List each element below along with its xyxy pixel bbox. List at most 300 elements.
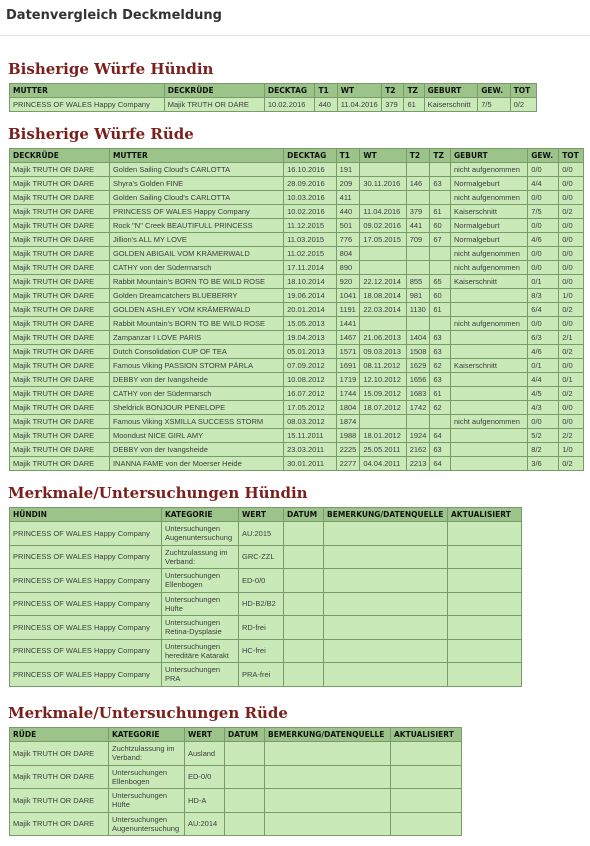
table-cell: Majik TRUTH OR DARE (10, 359, 110, 373)
table-cell: Untersuchungen Ellenbogen (162, 569, 239, 593)
table-cell: 0/1 (528, 359, 559, 373)
table-cell: 1683 (406, 387, 430, 401)
table-cell: Majik TRUTH OR DARE (10, 191, 110, 205)
table-cell: 63 (430, 177, 451, 191)
table-cell: 15.09.2012 (360, 387, 406, 401)
table-cell: 146 (406, 177, 430, 191)
table-cell (430, 247, 451, 261)
table-cell: CATHY von der Südermarsch (109, 261, 283, 275)
table-cell (391, 812, 462, 836)
table-cell: 22.12.2014 (360, 275, 406, 289)
table-row (10, 177, 584, 191)
page-title: Datenvergleich Deckmeldung (6, 8, 222, 23)
column-header: GEW. (528, 149, 559, 163)
table-cell: 0/0 (559, 219, 584, 233)
table-cell: 08.03.2012 (284, 415, 337, 429)
section-title-merkmale-ruede: Merkmale/Untersuchungen Rüde (8, 704, 288, 722)
table-row (10, 639, 522, 663)
table-cell (448, 545, 522, 569)
table-cell: Majik TRUTH OR DARE (10, 163, 110, 177)
table-cell: PRINCESS OF WALES Happy Company (10, 616, 162, 640)
table-row (10, 663, 522, 687)
table-row (10, 443, 584, 457)
table-cell: 19.06.2014 (284, 289, 337, 303)
table-cell (265, 742, 391, 766)
table-cell: Normalgeburt (451, 177, 528, 191)
table-cell: 18.01.2012 (360, 429, 406, 443)
table-cell (284, 616, 324, 640)
table-cell: 05.01.2013 (284, 345, 337, 359)
table-row (10, 742, 462, 766)
table-cell: Untersuchungen Ellenbogen (109, 765, 185, 789)
table-cell: 1130 (406, 303, 430, 317)
table-row (10, 373, 584, 387)
table-cell: 0/0 (528, 261, 559, 275)
table-cell: Majik TRUTH OR DARE (10, 415, 110, 429)
table-cell: Majik TRUTH OR DARE (10, 812, 109, 836)
table-cell: HD-A (185, 789, 225, 813)
table-cell: 0/1 (528, 275, 559, 289)
column-header: KATEGORIE (109, 728, 185, 742)
table-cell: 28.09.2016 (284, 177, 337, 191)
table-cell: 63 (430, 443, 451, 457)
table-row (10, 275, 584, 289)
table-cell: 2277 (336, 457, 360, 471)
table-cell: Zuchtzulassung im Verband: (162, 545, 239, 569)
table-header-row (10, 508, 522, 522)
column-header: BEMERKUNG/DATENQUELLE (324, 508, 448, 522)
column-header: AKTUALISIERT (448, 508, 522, 522)
table-row (10, 457, 584, 471)
table-cell (360, 415, 406, 429)
column-header: GEBURT (451, 149, 528, 163)
table-cell: GOLDEN ABIGAIL VOM KRÄMERWALD (109, 247, 283, 261)
table-cell: Untersuchungen Hüfte (162, 592, 239, 616)
title-divider (0, 35, 590, 36)
table-cell: ED-0/0 (239, 569, 284, 593)
table-cell: 61 (430, 303, 451, 317)
table-cell (391, 742, 462, 766)
table-cell (284, 663, 324, 687)
table-cell (448, 663, 522, 687)
table-cell: 0/0 (559, 415, 584, 429)
table-cell: PRINCESS OF WALES Happy Company (10, 569, 162, 593)
table-cell: 0/0 (559, 261, 584, 275)
column-header: GEW. (478, 84, 510, 98)
table-cell: 18.08.2014 (360, 289, 406, 303)
table-row (10, 616, 522, 640)
table-row (10, 812, 462, 836)
section-title-wuerfe-ruede: Bisherige Würfe Rüde (8, 125, 194, 143)
table-cell (406, 261, 430, 275)
table-cell: 63 (430, 373, 451, 387)
table-cell: 4/6 (528, 233, 559, 247)
table-row (10, 345, 584, 359)
table-cell: Normalgeburt (451, 219, 528, 233)
table-wuerfe-ruede (9, 148, 584, 471)
table-cell: Untersuchungen Hüfte (109, 789, 185, 813)
table-row (10, 247, 584, 261)
table-cell: 4/5 (528, 387, 559, 401)
table-cell: 1571 (336, 345, 360, 359)
table-cell: Majik TRUTH OR DARE (10, 765, 109, 789)
table-cell: 4/3 (528, 401, 559, 415)
table-cell (451, 401, 528, 415)
table-cell: Kaiserschnitt (424, 98, 478, 112)
table-cell (360, 247, 406, 261)
table-cell: 5/2 (528, 429, 559, 443)
table-cell (324, 592, 448, 616)
table-cell: GRC-ZZL (239, 545, 284, 569)
table-cell: DEBBY von der Ivangsheide (109, 373, 283, 387)
table-cell: Majik TRUTH OR DARE (10, 261, 110, 275)
table-cell: 0/0 (528, 317, 559, 331)
column-header: TZ (430, 149, 451, 163)
table-cell: 17.11.2014 (284, 261, 337, 275)
table-cell: 0/0 (528, 415, 559, 429)
table-cell: 8/3 (528, 289, 559, 303)
table-cell: Kaiserschnitt (451, 205, 528, 219)
table-cell: AU:2015 (239, 522, 284, 546)
table-cell: 0/2 (510, 98, 536, 112)
table-cell: Normalgeburt (451, 233, 528, 247)
section-title-wuerfe-huendin: Bisherige Würfe Hündin (8, 60, 214, 78)
table-cell: Untersuchungen hereditäre Katarakt (162, 639, 239, 663)
table-cell (391, 789, 462, 813)
column-header: TZ (404, 84, 424, 98)
column-header: DATUM (284, 508, 324, 522)
table-cell: Untersuchungen Augenuntersuchung (109, 812, 185, 836)
column-header: WERT (185, 728, 225, 742)
table-cell: PRINCESS OF WALES Happy Company (10, 545, 162, 569)
table-cell: 0/1 (559, 373, 584, 387)
table-cell: 61 (430, 387, 451, 401)
table-cell (225, 789, 265, 813)
table-cell: 11.04.2016 (337, 98, 382, 112)
column-header: BEMERKUNG/DATENQUELLE (265, 728, 391, 742)
column-header: DATUM (225, 728, 265, 742)
table-cell: 19.04.2013 (284, 331, 337, 345)
table-row (10, 429, 584, 443)
table-cell: 10.03.2016 (284, 191, 337, 205)
table-row (10, 765, 462, 789)
table-cell: Majik TRUTH OR DARE (10, 443, 110, 457)
table-cell (324, 522, 448, 546)
table-cell: 64 (430, 429, 451, 443)
table-cell: 501 (336, 219, 360, 233)
table-cell: AU:2014 (185, 812, 225, 836)
table-cell: 709 (406, 233, 430, 247)
table-cell: Rabbit Mountain's BORN TO BE WILD ROSE (109, 275, 283, 289)
table-cell: Ausland (185, 742, 225, 766)
table-cell: 0/0 (559, 247, 584, 261)
table-cell: PRINCESS OF WALES Happy Company (10, 663, 162, 687)
column-header: WERT (239, 508, 284, 522)
table-cell: 1467 (336, 331, 360, 345)
table-cell: HC-frei (239, 639, 284, 663)
table-cell: 62 (430, 359, 451, 373)
table-cell: 0/2 (559, 457, 584, 471)
table-cell: 67 (430, 233, 451, 247)
table-cell: 15.05.2013 (284, 317, 337, 331)
table-cell: PRINCESS OF WALES Happy Company (10, 98, 165, 112)
table-cell: 04.04.2011 (360, 457, 406, 471)
table-cell: 0/0 (559, 191, 584, 205)
table-cell: PRINCESS OF WALES Happy Company (109, 205, 283, 219)
table-cell: Untersuchungen PRA (162, 663, 239, 687)
table-cell: 7/5 (528, 205, 559, 219)
table-row (10, 163, 584, 177)
table-cell: Zampanzar I LOVE PARIS (109, 331, 283, 345)
table-cell: 09.02.2016 (360, 219, 406, 233)
table-cell: 855 (406, 275, 430, 289)
table-row (10, 233, 584, 247)
table-cell: 17.05.2015 (360, 233, 406, 247)
table-cell: 20.01.2014 (284, 303, 337, 317)
column-header: DECKRÜDE (164, 84, 264, 98)
table-cell: Majik TRUTH OR DARE (10, 401, 110, 415)
table-cell: Famous Viking XSMILLA SUCCESS STORM (109, 415, 283, 429)
table-cell: 2213 (406, 457, 430, 471)
table-cell (448, 616, 522, 640)
table-cell (284, 569, 324, 593)
table-cell: Majik TRUTH OR DARE (10, 457, 110, 471)
table-cell: 11.03.2015 (284, 233, 337, 247)
table-cell: nicht aufgenommen (451, 247, 528, 261)
table-cell: 21.06.2013 (360, 331, 406, 345)
table-cell: 10.02.2016 (264, 98, 315, 112)
table-cell: 1/0 (559, 289, 584, 303)
table-cell (430, 163, 451, 177)
table-cell (360, 163, 406, 177)
table-cell: nicht aufgenommen (451, 261, 528, 275)
table-cell: 1191 (336, 303, 360, 317)
table-cell: 6/3 (528, 331, 559, 345)
table-cell (406, 317, 430, 331)
table-cell: 1874 (336, 415, 360, 429)
table-cell (324, 545, 448, 569)
table-cell: Sheldrick BONJOUR PENELOPE (109, 401, 283, 415)
table-cell: Majik TRUTH OR DARE (10, 429, 110, 443)
table-cell (448, 569, 522, 593)
table-cell: 65 (430, 275, 451, 289)
table-cell (225, 765, 265, 789)
table-cell: 64 (430, 457, 451, 471)
table-merkmale-huendin (9, 507, 522, 687)
table-cell: 1629 (406, 359, 430, 373)
table-cell: 1404 (406, 331, 430, 345)
table-row (10, 331, 584, 345)
table-cell: Majik TRUTH OR DARE (10, 289, 110, 303)
column-header: T1 (315, 84, 337, 98)
table-cell: 60 (430, 289, 451, 303)
table-merkmale-ruede (9, 727, 462, 836)
table-row (10, 219, 584, 233)
column-header: HÜNDIN (10, 508, 162, 522)
table-cell: 981 (406, 289, 430, 303)
column-header: MUTTER (10, 84, 165, 98)
table-cell: 7/5 (478, 98, 510, 112)
table-cell: Untersuchungen Augenuntersuchung (162, 522, 239, 546)
table-cell: 440 (336, 205, 360, 219)
table-cell: 0/0 (528, 191, 559, 205)
table-row (10, 303, 584, 317)
table-row (10, 359, 584, 373)
table-header-row (10, 728, 462, 742)
table-cell: Kaiserschnitt (451, 359, 528, 373)
table-cell: PRINCESS OF WALES Happy Company (10, 639, 162, 663)
table-cell: Majik TRUTH OR DARE (10, 303, 110, 317)
table-cell (284, 545, 324, 569)
table-header-row (10, 84, 537, 98)
table-cell: 1691 (336, 359, 360, 373)
table-cell: GOLDEN ASHLEY VOM KRÄMERWALD (109, 303, 283, 317)
table-cell: 0/2 (559, 205, 584, 219)
table-cell: Golden Dreamcatchers BLUEBERRY (109, 289, 283, 303)
column-header: TOT (559, 149, 584, 163)
table-cell (448, 639, 522, 663)
table-cell (391, 765, 462, 789)
table-cell: 1041 (336, 289, 360, 303)
table-row (10, 522, 522, 546)
column-header: KATEGORIE (162, 508, 239, 522)
table-cell: 1441 (336, 317, 360, 331)
table-cell (225, 812, 265, 836)
table-cell: 18.07.2012 (360, 401, 406, 415)
table-cell: 2225 (336, 443, 360, 457)
table-cell (448, 592, 522, 616)
table-cell: Golden Sailing Cloud's CARLOTTA (109, 163, 283, 177)
table-cell: 4/4 (528, 177, 559, 191)
table-cell (451, 289, 528, 303)
table-cell (451, 303, 528, 317)
table-row (10, 317, 584, 331)
table-cell: Majik TRUTH OR DARE (10, 789, 109, 813)
table-cell: INANNA FAME von der Moerser Heide (109, 457, 283, 471)
column-header: T1 (336, 149, 360, 163)
table-cell: 0/0 (559, 233, 584, 247)
table-cell (324, 569, 448, 593)
table-cell (265, 765, 391, 789)
table-cell: Majik TRUTH OR DARE (10, 387, 110, 401)
table-cell: 07.09.2012 (284, 359, 337, 373)
table-cell: 61 (430, 205, 451, 219)
table-cell: PRINCESS OF WALES Happy Company (10, 592, 162, 616)
table-cell: 2/2 (559, 429, 584, 443)
column-header: T2 (406, 149, 430, 163)
table-cell: 12.10.2012 (360, 373, 406, 387)
column-header: RÜDE (10, 728, 109, 742)
table-cell: 0/0 (559, 317, 584, 331)
table-row (10, 289, 584, 303)
table-row (10, 415, 584, 429)
table-cell: 1988 (336, 429, 360, 443)
table-cell: 890 (336, 261, 360, 275)
table-cell (430, 415, 451, 429)
table-cell: 0/0 (559, 275, 584, 289)
table-cell: DEBBY von der Ivangsheide (109, 443, 283, 457)
table-cell (360, 191, 406, 205)
table-cell (451, 457, 528, 471)
table-cell (451, 429, 528, 443)
table-cell (406, 415, 430, 429)
table-cell (324, 663, 448, 687)
table-cell: Shyra's Golden FINE (109, 177, 283, 191)
table-cell: Majik TRUTH OR DARE (10, 742, 109, 766)
column-header: WT (337, 84, 382, 98)
table-cell: 379 (406, 205, 430, 219)
column-header: DECKTAG (284, 149, 337, 163)
table-cell (430, 317, 451, 331)
table-cell: 2162 (406, 443, 430, 457)
table-cell (451, 443, 528, 457)
table-cell: PRINCESS OF WALES Happy Company (10, 522, 162, 546)
table-row (10, 789, 462, 813)
table-cell: nicht aufgenommen (451, 163, 528, 177)
table-cell: 0/0 (528, 163, 559, 177)
table-cell: nicht aufgenommen (451, 415, 528, 429)
table-cell: 1742 (406, 401, 430, 415)
table-cell (451, 373, 528, 387)
table-cell: Majik TRUTH OR DARE (10, 345, 110, 359)
table-cell: 1/0 (559, 443, 584, 457)
table-cell (265, 789, 391, 813)
table-header-row (10, 149, 584, 163)
table-cell (448, 522, 522, 546)
column-header: TOT (510, 84, 536, 98)
table-cell (265, 812, 391, 836)
table-row (10, 191, 584, 205)
column-header: DECKTAG (264, 84, 315, 98)
table-cell: 08.11.2012 (360, 359, 406, 373)
table-cell: 920 (336, 275, 360, 289)
table-row (10, 387, 584, 401)
table-cell: 0/0 (528, 219, 559, 233)
table-cell: Majik TRUTH OR DARE (10, 275, 110, 289)
table-cell: 1804 (336, 401, 360, 415)
table-cell: 6/4 (528, 303, 559, 317)
table-cell: Kaiserschnitt (451, 275, 528, 289)
table-cell: 1924 (406, 429, 430, 443)
table-cell (451, 387, 528, 401)
table-cell: 4/6 (528, 345, 559, 359)
section-title-merkmale-huendin: Merkmale/Untersuchungen Hündin (8, 484, 308, 502)
column-header: GEBURT (424, 84, 478, 98)
table-cell: 25.05.2011 (360, 443, 406, 457)
table-cell (406, 247, 430, 261)
table-cell: 440 (315, 98, 337, 112)
table-cell: 1656 (406, 373, 430, 387)
table-cell (284, 639, 324, 663)
table-cell (324, 639, 448, 663)
table-cell: Majik TRUTH OR DARE (10, 219, 110, 233)
table-cell: 09.03.2013 (360, 345, 406, 359)
table-cell: Rabbit Mountain's BORN TO BE WILD ROSE (109, 317, 283, 331)
table-cell: 62 (430, 401, 451, 415)
table-cell: 15.11.2011 (284, 429, 337, 443)
table-cell: Golden Sailing Cloud's CARLOTTA (109, 191, 283, 205)
table-cell (225, 742, 265, 766)
table-cell: 63 (430, 345, 451, 359)
table-cell: nicht aufgenommen (451, 317, 528, 331)
table-cell: 61 (404, 98, 424, 112)
table-cell: 0/0 (559, 177, 584, 191)
table-cell: 209 (336, 177, 360, 191)
table-cell (406, 191, 430, 205)
table-cell: nicht aufgenommen (451, 191, 528, 205)
table-cell: 379 (382, 98, 404, 112)
table-cell: 411 (336, 191, 360, 205)
